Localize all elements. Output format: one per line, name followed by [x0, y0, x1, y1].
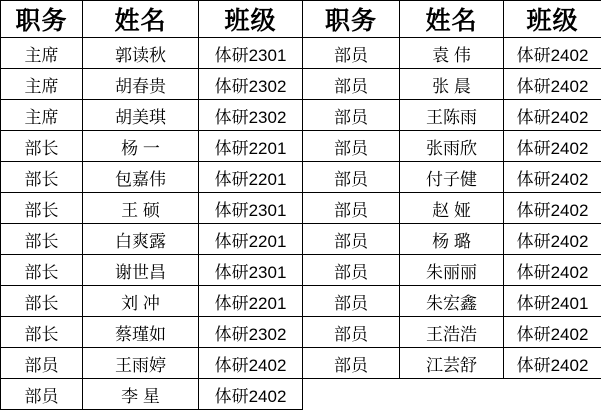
cell-class-left: 体研2302: [199, 317, 303, 348]
cell-name-left: 郭读秋: [83, 38, 199, 69]
cell-name-right: 张雨欣: [400, 131, 504, 162]
cell-position-left: 部员: [1, 379, 83, 410]
cell-class-left: 体研2201: [199, 224, 303, 255]
cell-class-left: 体研2301: [199, 255, 303, 286]
cell-class-right: 体研2402: [504, 100, 601, 131]
column-header-position-right: 职务: [303, 1, 400, 38]
cell-name-left: 蔡瑾如: [83, 317, 199, 348]
table-row: [1, 348, 601, 379]
cell-position-left: 部长: [1, 193, 83, 224]
cell-name-right: 赵 娅: [400, 193, 504, 224]
cell-position-left: 部长: [1, 162, 83, 193]
table-row: [1, 162, 601, 193]
cell-position-right: 部员: [303, 162, 400, 193]
table-row: [1, 69, 601, 100]
table-header-row: [1, 1, 601, 38]
column-header-class-right: 班级: [504, 1, 601, 38]
cell-class-left: 体研2301: [199, 193, 303, 224]
cell-name-right: 杨 璐: [400, 224, 504, 255]
cell-name-left: 李 星: [83, 379, 199, 410]
cell-class-left: 体研2201: [199, 162, 303, 193]
cell-name-left: 杨 一: [83, 131, 199, 162]
cell-name-right: 袁 伟: [400, 38, 504, 69]
cell-class-left: 体研2201: [199, 286, 303, 317]
cell-position-left: 部长: [1, 131, 83, 162]
cell-position-right: 部员: [303, 69, 400, 100]
cell-name-right: 江芸舒: [400, 348, 504, 379]
cell-position-left: 主席: [1, 69, 83, 100]
cell-name-right: 付子健: [400, 162, 504, 193]
table-body: [1, 38, 601, 410]
table-row: [1, 193, 601, 224]
cell-name-left: 王雨婷: [83, 348, 199, 379]
cell-position-right: 部员: [303, 348, 400, 379]
cell-empty: [303, 379, 400, 410]
cell-class-right: 体研2402: [504, 255, 601, 286]
cell-name-right: 朱丽丽: [400, 255, 504, 286]
cell-empty: [400, 379, 504, 410]
table-row: [1, 286, 601, 317]
cell-class-right: 体研2402: [504, 317, 601, 348]
cell-name-left: 胡春贵: [83, 69, 199, 100]
table-row: [1, 379, 601, 410]
table-row: [1, 317, 601, 348]
cell-name-right: 张 晨: [400, 69, 504, 100]
table-row: [1, 131, 601, 162]
table-row: [1, 38, 601, 69]
cell-class-right: 体研2402: [504, 162, 601, 193]
table-row: [1, 255, 601, 286]
table-row: [1, 224, 601, 255]
cell-class-right: 体研2402: [504, 224, 601, 255]
cell-position-right: 部员: [303, 286, 400, 317]
cell-position-right: 部员: [303, 224, 400, 255]
cell-name-left: 刘 冲: [83, 286, 199, 317]
cell-position-left: 部员: [1, 348, 83, 379]
cell-class-left: 体研2402: [199, 348, 303, 379]
cell-class-left: 体研2301: [199, 38, 303, 69]
cell-position-left: 主席: [1, 100, 83, 131]
column-header-name-right: 姓名: [400, 1, 504, 38]
cell-class-right: 体研2402: [504, 193, 601, 224]
cell-position-right: 部员: [303, 193, 400, 224]
cell-name-right: 王浩浩: [400, 317, 504, 348]
column-header-name-left: 姓名: [83, 1, 199, 38]
column-header-class-left: 班级: [199, 1, 303, 38]
cell-position-right: 部员: [303, 131, 400, 162]
cell-class-right: 体研2401: [504, 286, 601, 317]
cell-position-right: 部员: [303, 255, 400, 286]
cell-class-right: 体研2402: [504, 38, 601, 69]
cell-class-right: 体研2402: [504, 348, 601, 379]
cell-name-right: 王陈雨: [400, 100, 504, 131]
cell-position-left: 部长: [1, 286, 83, 317]
cell-class-right: 体研2402: [504, 69, 601, 100]
cell-position-right: 部员: [303, 317, 400, 348]
cell-class-left: 体研2302: [199, 100, 303, 131]
cell-name-left: 谢世昌: [83, 255, 199, 286]
cell-name-left: 胡美琪: [83, 100, 199, 131]
cell-name-left: 王 硕: [83, 193, 199, 224]
cell-position-left: 主席: [1, 38, 83, 69]
cell-name-left: 白爽露: [83, 224, 199, 255]
cell-position-left: 部长: [1, 255, 83, 286]
cell-class-left: 体研2302: [199, 69, 303, 100]
cell-position-left: 部长: [1, 224, 83, 255]
cell-class-right: 体研2402: [504, 131, 601, 162]
column-header-position-left: 职务: [1, 1, 83, 38]
cell-class-left: 体研2402: [199, 379, 303, 410]
cell-position-right: 部员: [303, 100, 400, 131]
cell-name-left: 包嘉伟: [83, 162, 199, 193]
cell-name-right: 朱宏鑫: [400, 286, 504, 317]
cell-position-right: 部员: [303, 38, 400, 69]
cell-empty: [504, 379, 601, 410]
cell-position-left: 部长: [1, 317, 83, 348]
cell-class-left: 体研2201: [199, 131, 303, 162]
table-row: [1, 100, 601, 131]
